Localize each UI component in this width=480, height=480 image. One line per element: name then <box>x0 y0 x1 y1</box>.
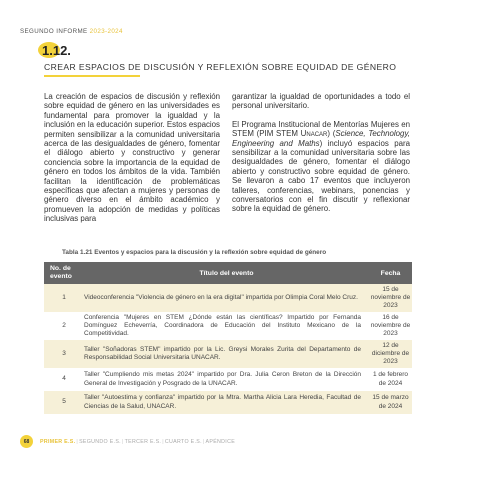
table-body <box>44 284 412 414</box>
body-column-right <box>232 92 410 214</box>
event-date: 1 de febrero de 2024 <box>372 371 409 387</box>
report-header-label: SEGUNDO INFORME <box>20 28 88 35</box>
footer-nav-primer[interactable]: PRIMER E.S. <box>40 439 76 445</box>
table-header-row <box>44 262 412 284</box>
event-date: 16 de noviembre de 2023 <box>370 313 411 338</box>
event-number: 1 <box>62 293 66 301</box>
section-title: CREAR ESPACIOS DE DISCUSIÓN Y REFLEXIÓN SOBRE EQUIDAD DE GÉNERO <box>44 62 397 72</box>
event-title: Taller "Autoestima y confianza" impartido por la Mtra. Martha Alicia Lara Heredia, Facultad de Ciencias de la Salud, UNACAR. <box>84 394 361 410</box>
event-title: Videoconferencia "Violencia de género en la era digital" impartida por Olimpia Coral Melo Cruz. <box>84 293 358 301</box>
body-paragraph-2-part-a: El Programa Institucional de Mentorías Mujeres en STEM (PIM STEM <box>232 119 410 139</box>
event-date: 15 de noviembre de 2023 <box>370 285 411 310</box>
footer-nav-separator: | <box>76 439 79 445</box>
event-number: 2 <box>62 321 66 329</box>
table-row <box>44 312 412 340</box>
event-title: Taller "Cumpliendo mis metas 2024" impartido por Dra. Julia Ceron Breton de la Dirección General de Investigación y Posgrado de la UNACAR. <box>84 371 361 387</box>
footer-section-nav <box>40 439 235 445</box>
event-date: 12 de diciembre de 2023 <box>371 341 410 366</box>
footer-nav-separator: | <box>162 439 164 445</box>
footer-nav-apendice[interactable]: APÉNDICE <box>205 439 236 445</box>
body-paragraph-2-part-e: ) incluyó espacios para sensibilizar a la comunidad universitaria sobre las desigualdades de género, fomentar el diálogo abierto y constructivo sobre equidad de género. Se llevaron a cabo 17 eventos que incluyeron talleres, conferencias, webinars, ponencias y conversatorios con el fin discutir y reflexionar sobre la equidad de género. <box>232 138 410 214</box>
page-number-badge: 68 <box>20 435 33 448</box>
table-caption: Tabla 1.21 Eventos y espacios para la discusión y la reflexión sobre equidad de género <box>62 249 327 256</box>
event-number: 4 <box>62 375 66 383</box>
header-event-date: Fecha <box>380 269 401 277</box>
events-table <box>44 262 412 414</box>
table-row <box>44 284 412 312</box>
event-number: 3 <box>62 349 66 357</box>
table-row <box>44 391 412 414</box>
event-title: Conferencia "Mujeres en STEM ¿Dónde están las científicas? Impartido por Fernanda Domínguez Echeverría, Coordinadora de Educación del Instituto Mexicano de la Competitividad. <box>84 313 361 338</box>
footer-nav-separator: | <box>202 439 205 445</box>
footer-nav-tercer[interactable]: TERCER E.S. <box>124 439 162 445</box>
header-event-title: Título del evento <box>199 269 254 277</box>
body-paragraph-continued: garantizar la igualdad de oportunidades a todo el personal universitario. <box>232 92 410 111</box>
event-date: 15 de marzo de 2024 <box>372 394 409 410</box>
footer-nav-cuarto[interactable]: CUARTO E.S. <box>164 439 202 445</box>
table-row <box>44 368 412 391</box>
table-row <box>44 340 412 368</box>
footer-nav-separator: | <box>121 439 124 445</box>
body-paragraph-1: La creación de espacios de discusión y reflexión sobre equidad de género en las universidades es fundamental para promover la igualdad y la inclusión en la educación superior. Estos espacios permiten sensibilizar a la comunidad universitaria acerca de las desigualdades de género, fomentar el diálogo abierto y constructivo y generar conciencia sobre la importancia de la equidad de género en todos los ámbitos de la vida. También facilitan la identificación de problemáticas específicas que afectan a mujeres y personas de género diverso en el ámbito académico y promueven la adopción de medidas y políticas inclusivas para <box>44 92 220 224</box>
event-title: Taller "Soñadoras STEM" impartido por la Lic. Greysi Morales Zurita del Departamento de Responsabilidad Social Universitaria UNACAR. <box>84 345 361 361</box>
unacar-smallcaps: Unacar <box>300 129 328 139</box>
section-number: 1.12. <box>42 43 71 58</box>
body-paragraph-2 <box>232 120 410 214</box>
header-event-number: No. de evento <box>50 265 72 280</box>
footer-nav-segundo[interactable]: SEGUNDO E.S. <box>79 439 121 445</box>
title-underline <box>44 75 140 77</box>
report-header-year: 2023-2024 <box>89 28 123 35</box>
event-number: 5 <box>62 398 66 406</box>
report-header <box>20 28 123 35</box>
stem-expansion: Science, Technology, Engineering and Maths <box>232 129 410 148</box>
body-paragraph-2-part-c: ) ( <box>327 129 336 139</box>
body-column-left <box>44 92 220 224</box>
